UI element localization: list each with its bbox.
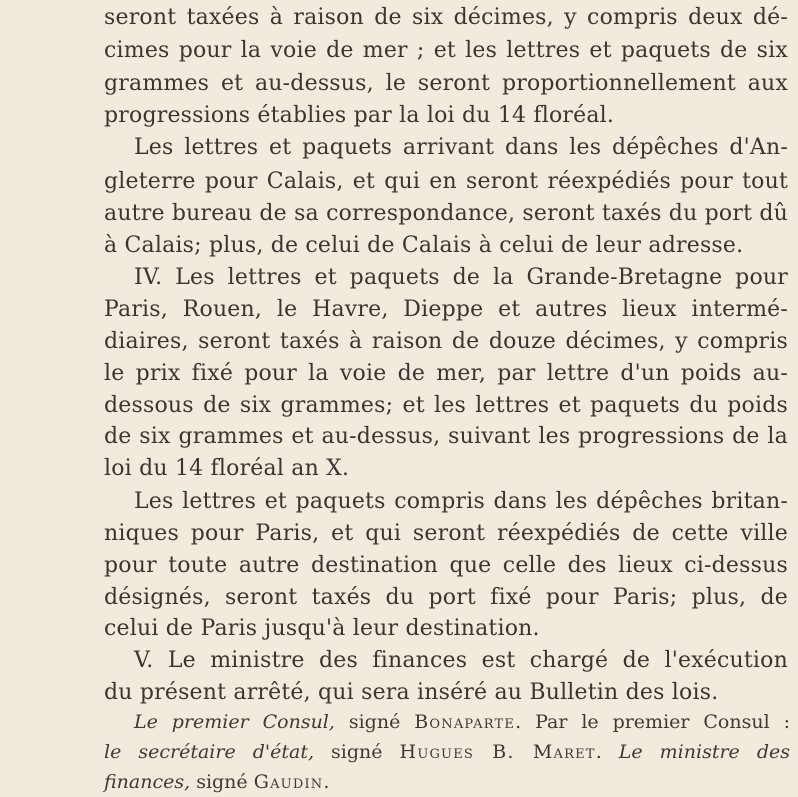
text-line: dessous de six grammes; et les lettres et paquets du poids (104, 393, 788, 418)
signed-word: signé (334, 711, 415, 733)
text-line: grammes et au-dessus, le seront proportionnellement aux (104, 71, 788, 96)
signature-text: . Par le premier Consul : (515, 711, 790, 733)
text-line: du présent arrêté, qui sera inséré au Bulletin des lois. (104, 680, 719, 705)
text-line: désignés, seront taxés du port fixé pour Paris; plus, de (104, 585, 788, 610)
text-line: cimes pour la voie de mer ; et les lettres et paquets de six (104, 38, 788, 63)
signatory-name: Gaudin (253, 771, 324, 793)
signatory-name: Hugues B. Maret (399, 741, 596, 763)
text-line: le prix fixé pour la voie de mer, par lettre d'un poids au- (104, 361, 788, 386)
text-line: Paris, Rouen, le Havre, Dieppe et autres lieux intermé- (104, 297, 788, 322)
text-line: seront taxées à raison de six décimes, y compris deux dé- (104, 5, 788, 30)
text-line: de six grammes et au-dessus, suivant les progressions de la (104, 424, 788, 449)
signature-line-3 (104, 768, 790, 797)
text-line: progressions établies par la loi du 14 floréal. (104, 103, 615, 128)
minister-title: Le ministre des (618, 741, 790, 763)
text-line: gleterre pour Calais, et qui en seront réexpédiés pour tout (104, 169, 788, 194)
signature-line-2 (104, 738, 790, 767)
text-line: loi du 14 floréal an X. (104, 456, 350, 481)
text-line: pour toute autre destination que celle des lieux ci-dessus (104, 553, 788, 578)
signature-text: . (595, 741, 619, 763)
text-line: V. Le ministre des finances est chargé de l'exécution (134, 648, 788, 673)
first-consul-title: Le premier Consul, (134, 711, 335, 733)
signature-text: . (323, 771, 330, 793)
text-line: IV. Les lettres et paquets de la Grande-Bretagne pour (134, 265, 788, 290)
text-line: autre bureau de sa correspondance, seront taxés du port dû (104, 201, 788, 226)
text-line: à Calais; plus, de celui de Calais à celui de leur adresse. (104, 233, 744, 258)
text-line: Les lettres et paquets arrivant dans les dépêches d'An- (134, 135, 788, 160)
signed-word: signé (190, 771, 254, 793)
text-line: celui de Paris jusqu'à leur destination. (104, 616, 540, 641)
signed-word: signé (314, 741, 400, 763)
secretary-title: le secrétaire d'état, (104, 741, 314, 763)
signatory-name: Bonaparte (414, 711, 516, 733)
text-line: diaires, seront taxés à raison de douze décimes, y compris (104, 329, 788, 354)
text-line: niques pour Paris, et qui seront réexpédiés de cette ville (104, 521, 788, 546)
signature-line-1 (134, 708, 790, 737)
minister-title-cont: finances, (104, 771, 191, 793)
text-line: Les lettres et paquets compris dans les dépêches britan- (134, 489, 788, 514)
